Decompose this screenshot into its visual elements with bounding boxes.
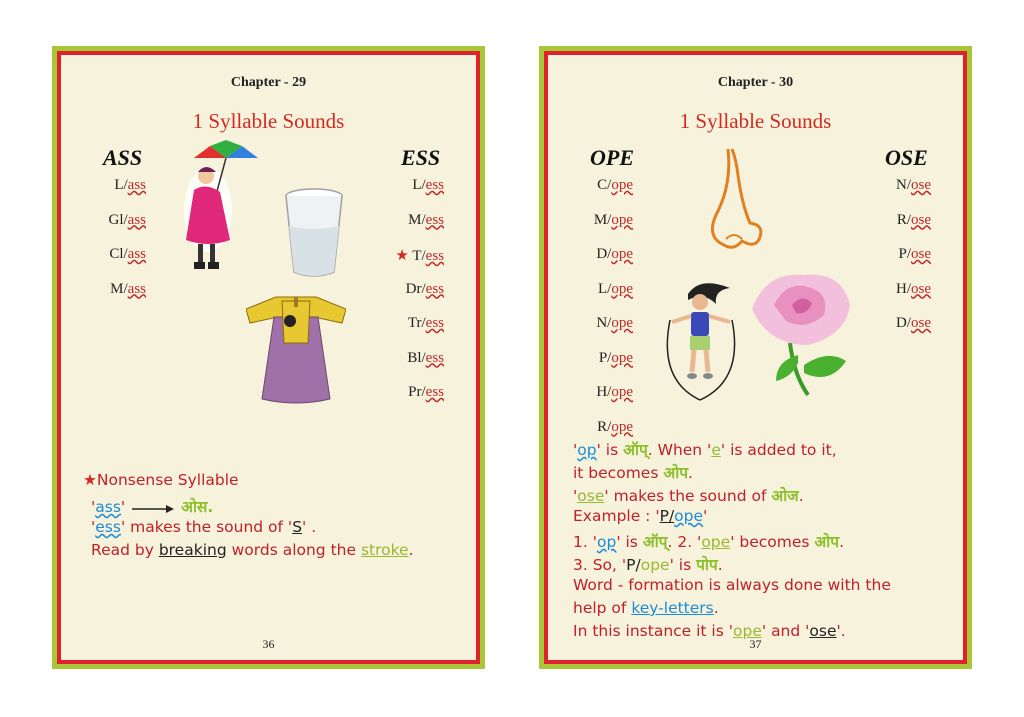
word-suffix: ess [425,177,444,193]
word-entry [597,177,633,194]
word-prefix: T/ [412,248,426,264]
word-prefix: L/ [412,177,426,193]
word-suffix: ose [911,211,931,228]
word-entry [596,315,633,332]
word-suffix: ass [127,177,146,193]
word-suffix: ope [611,246,633,262]
glass-illustration [283,188,345,278]
note-title: Nonsense Syllable [96,471,239,489]
word-prefix: R/ [896,211,911,228]
girl-umbrella-illustration [176,140,276,285]
word-suffix: ass [127,246,146,262]
nose-illustration [698,145,768,257]
word-suffix: ope [611,384,633,400]
column-head-ope: OPE [590,145,634,170]
word-entry [408,315,444,332]
column-head-ess: ESS [401,145,441,170]
word-suffix: ass [127,280,146,297]
steps-line: 1. 'op' is ऑप्. 2. 'ope' becomes ओप. [573,533,845,551]
left-page-paper [57,51,480,664]
rose-illustration [746,265,858,399]
right-page-paper [544,51,967,664]
word-entry [599,350,633,367]
word-suffix: ose [911,246,931,262]
becomes-line: it becomes ओप. [573,464,693,482]
word-entry [407,350,444,367]
right-page [539,46,972,669]
word-suffix: ope [611,211,633,228]
word-prefix: M/ [408,211,426,228]
word-entry [897,212,931,229]
arrow-right-icon [130,504,176,514]
nonsense-syllable-note [83,471,239,489]
star-icon: ★ [83,471,97,489]
ess-word: ess [95,518,121,536]
word-suffix: ose [911,177,931,193]
word-suffix: ess [425,384,444,400]
word-entry [408,212,444,229]
ess-line: 'ess' makes the sound of 'S' . [91,518,317,536]
word-suffix: ope [611,280,633,297]
word-suffix: ass [127,211,146,228]
page-number: 36 [262,637,275,651]
star-icon: ★ [395,248,413,264]
word-entry [594,212,633,229]
word-entry [412,177,444,194]
word-entry [110,281,146,298]
page-title: 1 Syllable Sounds [192,109,345,133]
ass-line: 'ass' ओस. [91,498,214,516]
key-letters-link[interactable]: key-letters [631,599,714,617]
word-prefix: R/ [597,418,612,435]
word-prefix: Tr/ [407,315,426,331]
word-suffix: ose [911,315,931,331]
word-suffix: ope [611,349,633,366]
word-prefix: D/ [896,315,911,331]
word-prefix: D/ [596,246,612,262]
read-instruction: Read by breaking words along the stroke. [91,541,414,559]
word-entry [896,177,931,194]
ass-word: ass [95,498,121,516]
op-rule-line: 'op' is ऑप्. When 'e' is added to it, [573,441,837,459]
skipping-rope-girl-illustration [660,280,744,404]
word-entry [898,246,931,263]
word-suffix: ess [425,280,444,297]
word-entry [598,281,633,298]
key-letters-line: help of key-letters. [573,599,719,617]
ose-sound-line: 'ose' makes the sound of ओज. [573,487,804,505]
word-entry [896,281,931,298]
stroke-word: stroke [360,541,409,559]
word-entry [108,212,146,229]
word-suffix: ope [611,177,633,193]
ass-hindi: ओस. [181,498,214,516]
word-suffix: ess [425,349,444,366]
word-suffix: ess [425,248,444,264]
instance-line: In this instance it is 'ope' and 'ose'. [573,622,846,640]
left-page [52,46,485,669]
word-entry [406,281,444,298]
word-suffix: ess [425,315,444,331]
chapter-title: Chapter - 30 [717,75,794,90]
word-prefix: Pr/ [408,384,426,400]
chapter-title: Chapter - 29 [230,75,307,90]
word-prefix: Bl/ [407,349,426,366]
word-prefix: L/ [597,280,612,297]
word-prefix: C/ [597,177,612,193]
column-head-ass: ASS [103,145,143,170]
word-entry [114,177,146,194]
word-entry [408,384,444,401]
word-prefix: Gl/ [108,211,128,228]
ess-sound: S [292,518,303,536]
word-suffix: ope [611,315,633,331]
word-prefix: H/ [596,384,612,400]
page-number: 37 [749,637,762,651]
word-prefix: P/ [598,349,612,366]
word-entry [896,315,931,332]
word-entry [597,419,633,436]
word-prefix: Dr/ [405,280,426,297]
word-prefix: Cl/ [109,246,128,262]
word-prefix: H/ [896,280,911,297]
word-entry [395,246,444,265]
word-prefix: M/ [110,280,128,297]
word-prefix: P/ [898,246,911,262]
breaking-word: breaking [158,541,227,559]
word-prefix: N/ [596,315,612,331]
page-title: 1 Syllable Sounds [679,109,832,133]
word-suffix: ope [611,418,633,435]
word-suffix: ess [425,211,444,228]
example-line: Example : 'P/ope' [573,507,708,525]
robe-illustration [246,287,346,407]
word-formation-line: Word - formation is always done with the [573,576,891,594]
word-entry [596,384,633,401]
column-head-ose: OSE [885,145,928,170]
word-prefix: N/ [896,177,911,193]
word-prefix: M/ [593,211,612,228]
so-line: 3. So, 'P/ope' is पोप. [573,556,723,574]
word-suffix: ose [911,280,931,297]
word-prefix: L/ [114,177,128,193]
word-entry [596,246,633,263]
word-entry [109,246,146,263]
